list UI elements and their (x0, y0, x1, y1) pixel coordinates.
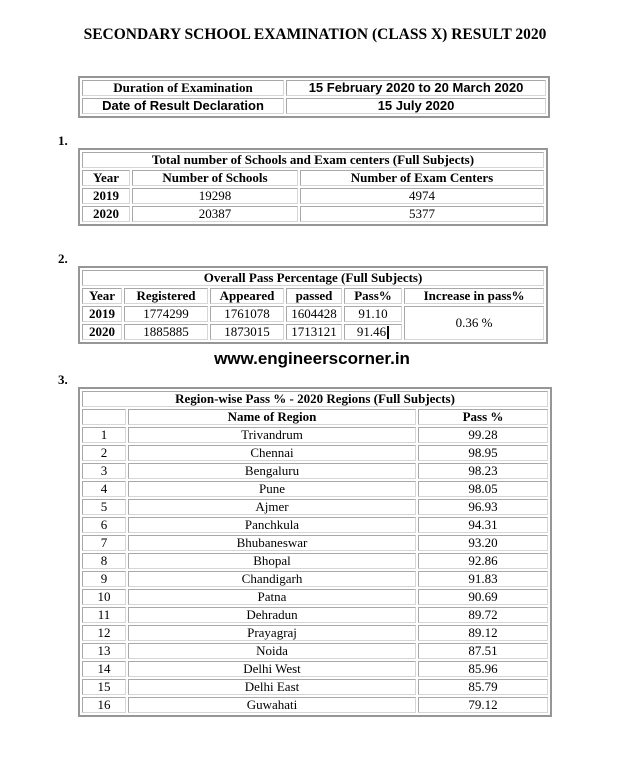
year-cell: 2019 (82, 306, 122, 322)
centers-header: Number of Exam Centers (300, 170, 544, 186)
pass-percentage-table (78, 266, 548, 344)
table-row (82, 427, 548, 443)
pass-cell: 98.23 (418, 463, 548, 479)
pass-cell: 99.28 (418, 427, 548, 443)
pass-cell: 98.05 (418, 481, 548, 497)
table-row (82, 517, 548, 533)
exam-info-value: 15 February 2020 to 20 March 2020 (286, 80, 546, 96)
year-header: Year (82, 288, 122, 304)
table-row (82, 409, 548, 425)
region-cell: Noida (128, 643, 416, 659)
sno-cell: 9 (82, 571, 126, 587)
sno-cell: 13 (82, 643, 126, 659)
region-cell: Pune (128, 481, 416, 497)
year-cell: 2020 (82, 206, 130, 222)
exam-info-value: 15 July 2020 (286, 98, 546, 114)
region-cell: Delhi West (128, 661, 416, 677)
pass-cell: 98.95 (418, 445, 548, 461)
pass-cell: 92.86 (418, 553, 548, 569)
regions-table-title: Region-wise Pass % - 2020 Regions (Full Subjects) (82, 391, 548, 407)
table-row (82, 463, 548, 479)
pass-pct-header: Pass % (418, 409, 548, 425)
increase-cell: 0.36 % (404, 306, 544, 340)
sno-cell: 2 (82, 445, 126, 461)
pass-cell: 87.51 (418, 643, 548, 659)
pass-cell: 94.31 (418, 517, 548, 533)
table-row (82, 661, 548, 677)
pass-cell: 85.96 (418, 661, 548, 677)
document-body (58, 76, 546, 717)
schools-cell: 20387 (132, 206, 298, 222)
region-cell: Ajmer (128, 499, 416, 515)
year-header: Year (82, 170, 130, 186)
exam-info-label: Duration of Examination (82, 80, 284, 96)
region-cell: Trivandrum (128, 427, 416, 443)
region-cell: Delhi East (128, 679, 416, 695)
region-cell: Guwahati (128, 697, 416, 713)
sno-cell: 6 (82, 517, 126, 533)
registered-header: Registered (124, 288, 208, 304)
pass-cell: 90.69 (418, 589, 548, 605)
region-cell: Bhubaneswar (128, 535, 416, 551)
text-cursor (387, 326, 389, 339)
table-row (82, 589, 548, 605)
sno-cell: 7 (82, 535, 126, 551)
table-row (82, 571, 548, 587)
region-cell: Patna (128, 589, 416, 605)
region-cell: Dehradun (128, 607, 416, 623)
table-row (82, 270, 544, 286)
sno-cell: 15 (82, 679, 126, 695)
passed-cell: 1604428 (286, 306, 342, 322)
section-number-3: 3. (58, 372, 68, 387)
year-cell: 2020 (82, 324, 122, 340)
region-cell: Chandigarh (128, 571, 416, 587)
regions-table (78, 387, 552, 717)
year-cell: 2019 (82, 188, 130, 204)
exam-info-table (78, 76, 550, 118)
section-number-1: 1. (58, 133, 68, 148)
sno-cell: 10 (82, 589, 126, 605)
pass-pct-cell: 91.10 (344, 306, 402, 322)
sno-cell: 4 (82, 481, 126, 497)
table-row (82, 643, 548, 659)
sno-cell: 8 (82, 553, 126, 569)
table-row (82, 499, 548, 515)
table-row (82, 170, 544, 186)
passed-header: passed (286, 288, 342, 304)
table-row (82, 152, 544, 168)
table-row (82, 306, 544, 322)
table-row (82, 445, 548, 461)
schools-cell: 19298 (132, 188, 298, 204)
sno-cell: 16 (82, 697, 126, 713)
pass-pct-value: 91.46 (356, 324, 387, 339)
table-row (82, 188, 544, 204)
exam-info-label: Date of Result Declaration (82, 98, 284, 114)
pass-cell: 96.93 (418, 499, 548, 515)
pass-cell: 89.12 (418, 625, 548, 641)
sno-cell: 3 (82, 463, 126, 479)
region-cell: Prayagraj (128, 625, 416, 641)
table-row (82, 535, 548, 551)
table-row (82, 481, 548, 497)
pass-cell: 89.72 (418, 607, 548, 623)
table-row (82, 553, 548, 569)
centers-cell: 4974 (300, 188, 544, 204)
registered-cell: 1885885 (124, 324, 208, 340)
section-number-2: 2. (58, 251, 68, 266)
sno-cell: 14 (82, 661, 126, 677)
table-row (82, 679, 548, 695)
region-cell: Bengaluru (128, 463, 416, 479)
pass-pct-cell-editing[interactable] (344, 324, 402, 340)
sno-cell: 1 (82, 427, 126, 443)
registered-cell: 1774299 (124, 306, 208, 322)
watermark-text: www.engineerscorner.in (214, 349, 410, 368)
region-cell: Chennai (128, 445, 416, 461)
page-title: SECONDARY SCHOOL EXAMINATION (CLASS X) RESULT 2020 (83, 26, 547, 43)
sno-cell: 5 (82, 499, 126, 515)
passed-cell: 1713121 (286, 324, 342, 340)
pass-cell: 91.83 (418, 571, 548, 587)
centers-cell: 5377 (300, 206, 544, 222)
table-row (82, 697, 548, 713)
table-row (82, 625, 548, 641)
table-row (82, 288, 544, 304)
schools-header: Number of Schools (132, 170, 298, 186)
appeared-header: Appeared (210, 288, 284, 304)
pass-table-title: Overall Pass Percentage (Full Subjects) (82, 270, 544, 286)
region-header: Name of Region (128, 409, 416, 425)
schools-table (78, 148, 548, 226)
schools-table-title: Total number of Schools and Exam centers (Full Subjects) (82, 152, 544, 168)
table-row (82, 98, 546, 114)
pass-pct-header: Pass% (344, 288, 402, 304)
region-cell: Panchkula (128, 517, 416, 533)
pass-cell: 85.79 (418, 679, 548, 695)
table-row (82, 206, 544, 222)
table-row (82, 80, 546, 96)
region-cell: Bhopal (128, 553, 416, 569)
sno-cell: 11 (82, 607, 126, 623)
increase-header: Increase in pass% (404, 288, 544, 304)
table-row (82, 391, 548, 407)
appeared-cell: 1873015 (210, 324, 284, 340)
sno-header (82, 409, 126, 425)
pass-cell: 93.20 (418, 535, 548, 551)
appeared-cell: 1761078 (210, 306, 284, 322)
sno-cell: 12 (82, 625, 126, 641)
pass-cell: 79.12 (418, 697, 548, 713)
table-row (82, 607, 548, 623)
